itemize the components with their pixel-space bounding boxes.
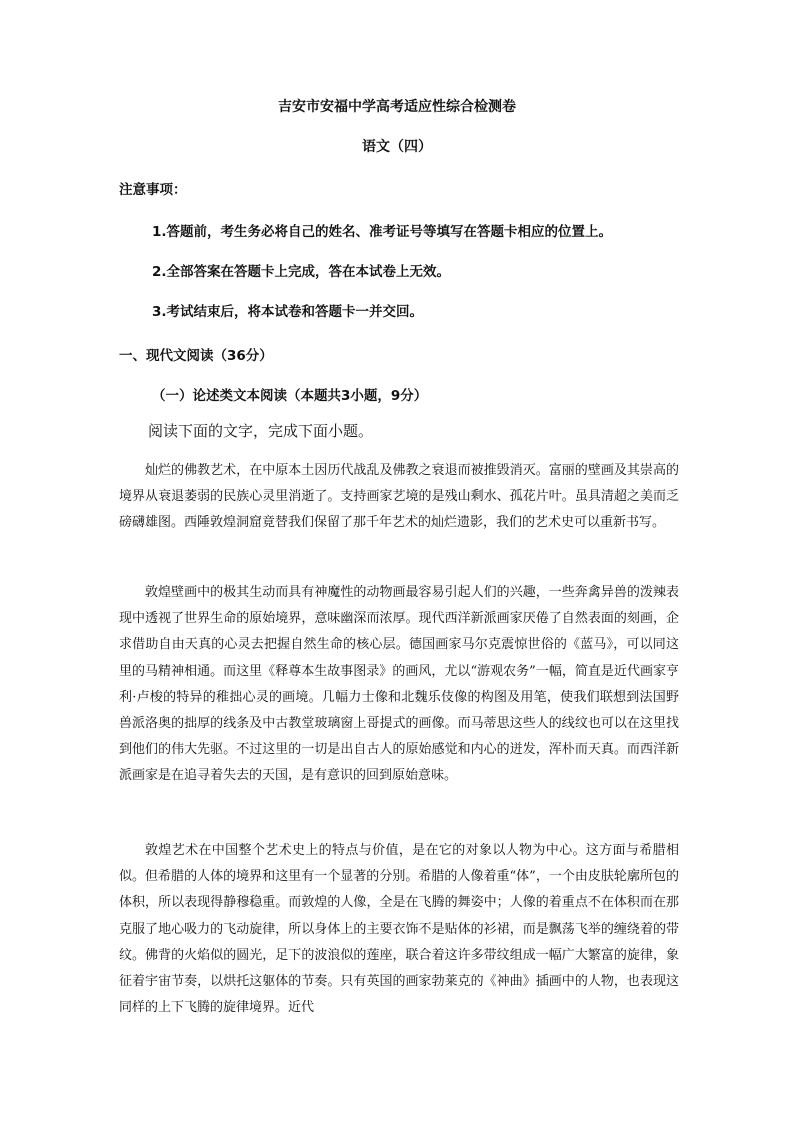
notice-heading: 注意事项： — [119, 182, 187, 198]
passage-paragraph-1: 灿烂的佛教艺术，在中原本土因历代战乱及佛教之衰退而被推毁消灭。富丽的壁画及其崇高的境界从衰退萎弱的民族心灵里消逝了。支持画家艺境的是残山剩水、孤花片叶。虽具清超之美而乏磅礴雄图。西陲敦煌洞窟竟替我们保留了那千年艺术的灿烂遗影，我们的艺术史可以重新书写。 — [119, 463, 679, 531]
reading-instruction: 阅读下面的文字，完成下面小题。 — [148, 423, 374, 440]
notice-item-2: 2.全部答案在答题卡上完成，答在本试卷上无效。 — [152, 264, 451, 280]
subsection-heading: （一）论述类文本阅读（本题共3小题，9分） — [152, 388, 428, 404]
exam-subtitle: 语文（四） — [362, 139, 432, 155]
notice-item-1: 1.答题前，考生务必将自己的姓名、准考证号等填写在答题卡相应的位置上。 — [152, 224, 613, 240]
section-heading: 一、现代文阅读（36分） — [119, 348, 273, 364]
notice-item-3: 3.考试结束后，将本试卷和答题卡一并交回。 — [152, 304, 424, 320]
passage-paragraph-2: 敦煌壁画中的极其生动而具有神魔性的动物画最容易引起人们的兴趣，一些奔禽异兽的泼辣表现中透视了世界生命的原始境界，意味幽深而浓厚。现代西洋新派画家厌倦了自然表面的刻画，企求借助自由天真的心灵去把握自然生命的核心层。德国画家马尔克震惊世俗的《蓝马》，可以同这里的马精神相通。而这里《释尊本生故事图录》的画风，尤以“游观农务”一幅，简直是近代画家亨利·卢梭的特异的稚拙心灵的画境。几幅力士像和北魏乐伎像的构图及用笔，使我们联想到法国野兽派洛奥的拙厚的线条及中古教堂玻璃窗上哥提式的画像。而马蒂思这些人的线纹也可以在这里找到他们的伟大先驱。不过这里的一切是出自古人的原始感觉和内心的迸发，浑朴而天真。而西洋新派画家是在追寻着失去的天国，是有意识的回到原始意味。 — [119, 585, 679, 784]
exam-title: 吉安市安福中学高考适应性综合检测卷 — [278, 99, 516, 115]
passage-paragraph-3: 敦煌艺术在中国整个艺术史上的特点与价值，是在它的对象以人物为中心。这方面与希腊相似。但希腊的人体的境界和这里有一个显著的分别。希腊的人像着重“体”，一个由皮肤轮廓所包的体积，所以表现得静穆稳重。而敦煌的人像，全是在飞腾的舞姿中；人像的着重点不在体积而在那克服了地心吸力的飞动旋律，所以身体上的主要衣饰不是贴体的衫裙，而是飘荡飞举的缠绕着的带纹。佛背的火焰似的圆光，足下的波浪似的莲座，联合着这许多带纹组成一幅广大繁富的旋律，象征着宇宙节奏，以烘托这躯体的节奏。只有英国的画家勃莱克的《神曲》插画中的人物，也表现这同样的上下飞腾的旋律境界。近代 — [119, 843, 679, 1016]
